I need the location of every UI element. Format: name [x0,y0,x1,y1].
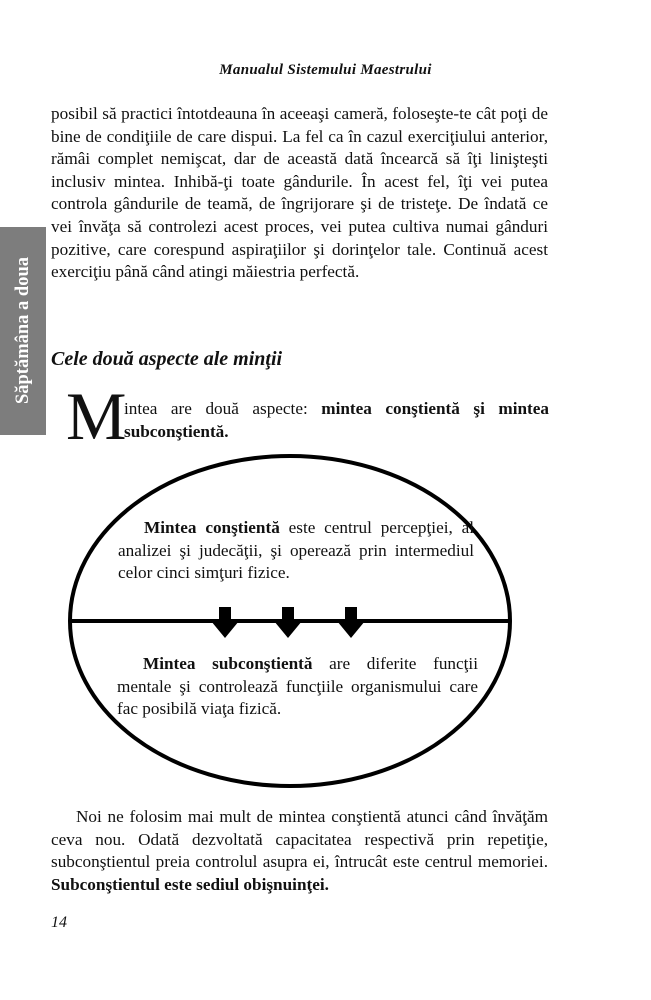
intro-paragraph [124,398,549,443]
paragraph-1: posibil să practici întotdeauna în aceeaşi cameră, foloseşte-te cât poţi de bine de condiţiile de care dispui. La fel ca în cazul exerciţiului anterior, rămâi complet nemişcat, dar de această dată încearcă să îţi linişteşti inclusiv mintea. Inhibă-ţi toate gândurile. În acest fel, îţi vei putea controla gândurile de teamă, de îngrijorare şi de tristeţe. De îndată ce vei învăţa să controlezi acest proces, vei putea cultiva numai gânduri pozitive, care corespund aspiraţiilor şi dorinţelor tale. Continuă acest exerciţiu până când atingi măiestria perfectă. [51,104,548,282]
down-arrow-icon [211,607,239,638]
intro-bold-2: subconştientă. [124,421,229,441]
paragraph-2 [51,806,548,896]
mind-ellipse [70,456,510,786]
intro-line-1 [124,398,549,421]
subconscious-mind-text [117,653,478,721]
conscious-mind-text [118,517,474,585]
drop-cap: M [66,378,127,454]
subconscious-mind-desc: are diferite funcţii mentale şi controlează funcţiile organismului care fac posibilă viaţa fizică. [117,654,478,719]
paragraph-2-text: Noi ne folosim mai mult de mintea conştientă atunci când învăţăm ceva nou. Odată dezvoltată capacitatea respectivă prin repetiţie, subconştientul preia controlul asupra ei, întrucât este centrul memoriei. [51,807,548,872]
down-arrow-icon [274,607,302,638]
arrows-group [211,607,365,638]
intro-bold-1: mintea conştientă şi mintea [321,399,549,418]
running-head: Manualul Sistemului Maestrului [219,62,432,78]
conscious-mind-desc: este centrul percepţiei, al analizei şi judecăţii, şi operează prin intermediul celor cinci simţuri fizice. [118,518,474,583]
conscious-mind-label: Mintea conştientă [144,518,280,537]
chapter-side-tab [0,227,46,435]
intro-text: intea are două aspecte: [124,399,322,418]
chapter-side-tab-label: Săptămâna a doua [12,257,33,405]
paragraph-2-bold: Subconştientul este sediul obişnuinţei. [51,874,329,894]
down-arrow-icon [337,607,365,638]
section-heading: Cele două aspecte ale minţii [51,348,283,370]
page-number: 14 [51,914,67,931]
subconscious-mind-label: Mintea subconştientă [143,654,313,673]
